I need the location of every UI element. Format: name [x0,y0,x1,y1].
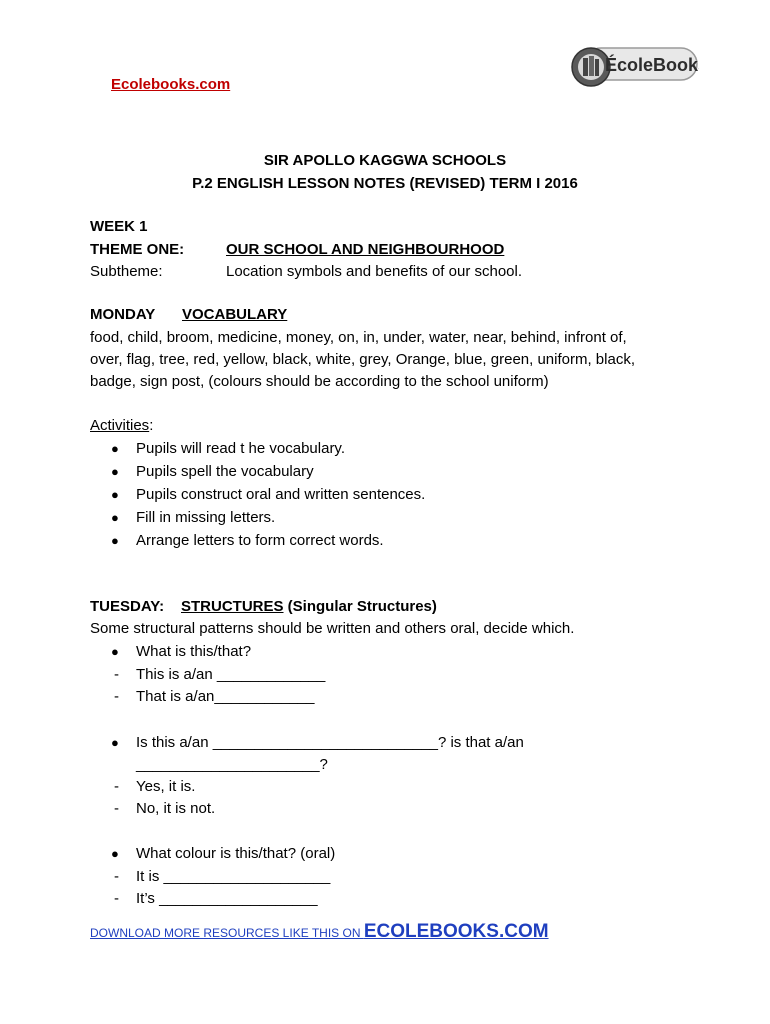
tuesday-topic [181,597,437,617]
activities-label: Activities [90,417,150,434]
activity-item: Pupils construct oral and written sentences. [136,486,426,503]
ecolebooks-logo [571,44,699,90]
monday-topic: VOCABULARY [182,306,288,323]
question-2-line-1: Is this a/an ___________________________? is that a/an [136,734,524,751]
structures-intro: Some structural patterns should be written and others oral, decide which. [90,620,575,637]
dash-icon: - [114,800,119,817]
answer-line: It’s ___________________ [136,890,318,907]
activity-item: Fill in missing letters. [136,509,276,526]
vocabulary-line-3: badge, sign post, (colours should be according to the school uniform) [90,373,549,390]
bullet-icon: ● [111,533,119,548]
activity-item: Pupils spell the vocabulary [136,463,314,480]
footer-download-link[interactable] [90,921,549,943]
monday-label: MONDAY [90,306,156,323]
tuesday-topic-note: (Singular Structures) [283,598,437,615]
bullet-icon: ● [111,441,119,456]
theme-value: OUR SCHOOL AND NEIGHBOURHOOD [226,241,505,258]
activity-item: Pupils will read t he vocabulary. [136,440,345,457]
dash-icon: - [114,688,119,705]
answer-line: Yes, it is. [136,778,196,795]
bullet-icon: ● [111,487,119,502]
tuesday-topic-main: STRUCTURES [181,598,284,615]
answer-line: That is a/an____________ [136,688,315,705]
subtheme-value: Location symbols and benefits of our school. [226,263,523,280]
vocabulary-line-2: over, flag, tree, red, yellow, black, white, grey, Orange, blue, green, uniform, black, [90,351,635,368]
site-link[interactable]: Ecolebooks.com [111,76,231,93]
dash-icon: - [114,666,119,683]
activities-heading [90,416,153,436]
week-label: WEEK 1 [90,218,148,235]
bullet-icon: ● [111,735,119,750]
tuesday-label: TUESDAY: [90,598,165,615]
dash-icon: - [114,778,119,795]
footer-site: ECOLEBOOKS.COM [363,921,549,942]
question-1: What is this/that? [136,643,252,660]
logo-text: ÉcoleBooks [605,55,699,75]
theme-label: THEME ONE: [90,241,185,258]
answer-line: It is ____________________ [136,868,331,885]
activities-colon: : [149,417,154,434]
answer-line: This is a/an _____________ [136,666,326,683]
subtheme-label: Subtheme: [90,263,163,280]
bullet-icon: ● [111,846,119,861]
question-2-line-2: ______________________? [136,756,328,773]
answer-line: No, it is not. [136,800,216,817]
bullet-icon: ● [111,510,119,525]
vocabulary-line-1: food, child, broom, medicine, money, on, in, under, water, near, behind, infront of, [90,329,627,346]
question-3: What colour is this/that? (oral) [136,845,336,862]
bullet-icon: ● [111,464,119,479]
bullet-icon: ● [111,644,119,659]
dash-icon: - [114,868,119,885]
footer-text: DOWNLOAD MORE RESOURCES LIKE THIS ON [90,926,364,940]
document-title: P.2 ENGLISH LESSON NOTES (REVISED) TERM I 2016 [192,175,578,192]
school-title: SIR APOLLO KAGGWA SCHOOLS [263,152,507,169]
activity-item: Arrange letters to form correct words. [136,532,384,549]
dash-icon: - [114,890,119,907]
